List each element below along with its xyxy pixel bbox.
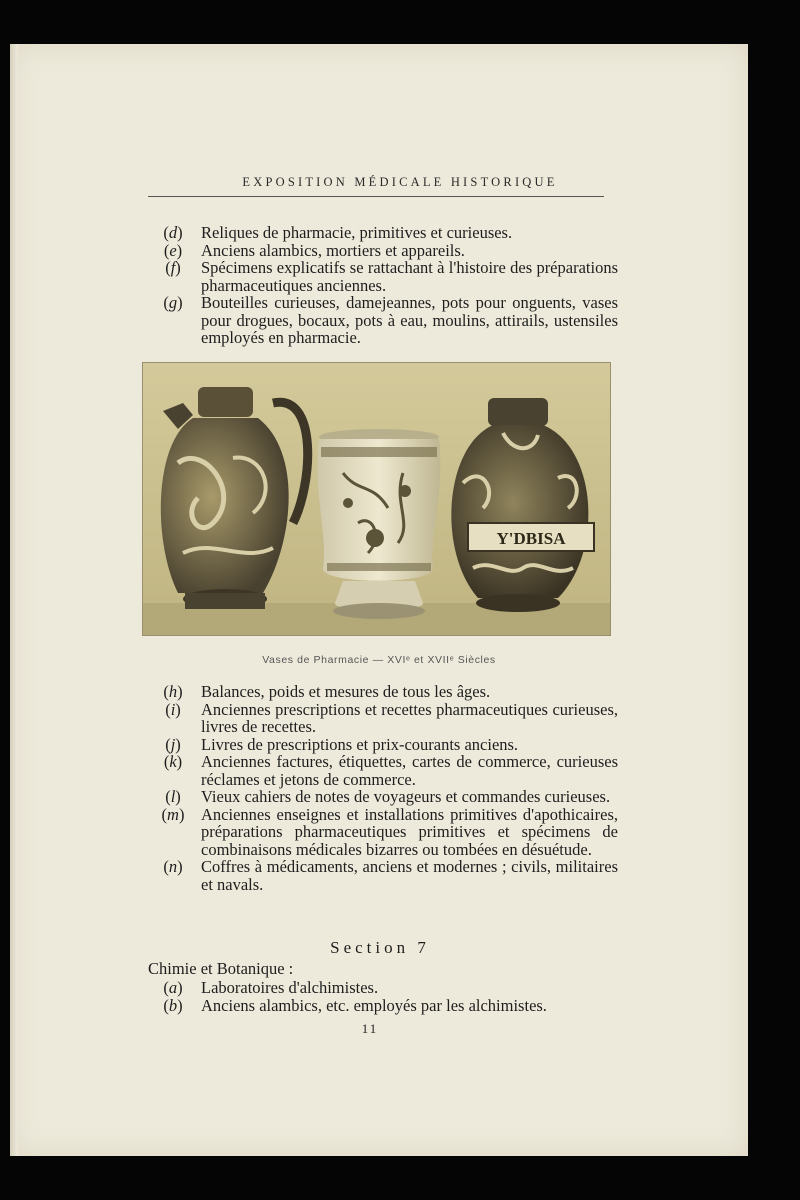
- list-item: (l) Vieux cahiers de notes de voyageurs et commandes curieuses.: [148, 788, 618, 806]
- list-middle: [148, 683, 618, 893]
- item-text: Laboratoires d'alchimistes.: [201, 978, 379, 997]
- list-item: (n) Coffres à médicaments, anciens et modernes ; civils, militaires et navals.: [163, 857, 618, 894]
- item-marker: d: [168, 223, 178, 242]
- header-rule: [148, 196, 604, 197]
- item-text: Bouteilles curieuses, damejeannes, pots pour onguents, vases pour drogues, bocaux, pots à eau, moulins, attirails, ustensiles employés en pharmacie.: [201, 293, 618, 347]
- list-item: (k) Anciennes factures, étiquettes, cartes de commerce, curieuses réclames et jetons de commerce.: [163, 752, 618, 789]
- photo-caption: Vases de Pharmacie — XVIᵉ et XVIIᵉ Siècles: [262, 654, 496, 666]
- item-text: Anciennes enseignes et installations primitives d'apothicaires, préparations pharmaceutiques primitives et spécimens de combinaisons médicales bizarres ou tombées en désuétude.: [201, 804, 618, 859]
- item-text: Vieux cahiers de notes de voyageurs et commandes curieuses.: [201, 787, 611, 806]
- list-item: (i) Anciennes prescriptions et recettes pharmaceutiques curieuses, livres de recettes.: [165, 699, 618, 736]
- list-item: (e) Anciens alambics, mortiers et appareils.: [148, 242, 618, 260]
- item-marker: g: [168, 293, 178, 312]
- item-marker: l: [170, 787, 176, 806]
- list-item: (j) Livres de prescriptions et prix-courants anciens.: [148, 736, 618, 754]
- item-text: Anciens alambics, etc. employés par les alchimistes.: [201, 995, 547, 1015]
- list-item: (d) Reliques de pharmacie, primitives et curieuses.: [148, 224, 618, 242]
- item-marker: j: [170, 734, 176, 754]
- item-text: Anciennes factures, étiquettes, cartes de commerce, curieuses réclames et jetons de commerce.: [201, 752, 618, 789]
- item-marker: n: [168, 857, 178, 876]
- item-marker: h: [168, 682, 178, 701]
- item-text: Coffres à médicaments, anciens et modernes ; civils, militaires et navals.: [201, 857, 618, 894]
- item-marker: k: [169, 752, 177, 771]
- section-heading: Section 7: [330, 938, 430, 957]
- running-header: EXPOSITION MÉDICALE HISTORIQUE: [242, 175, 558, 189]
- list-item: (a) Laboratoires d'alchimistes.: [148, 979, 618, 997]
- list-item: (f) Spécimens explicatifs se rattachant à l'histoire des préparations pharmaceutiques anciennes.: [165, 258, 618, 295]
- list-bottom: [148, 979, 618, 1014]
- item-marker: e: [169, 240, 177, 260]
- section-subheading: Chimie et Botanique :: [148, 959, 294, 978]
- item-text: Reliques de pharmacie, primitives et curieuses.: [201, 223, 513, 242]
- item-text: Balances, poids et mesures de tous les âges.: [201, 682, 491, 701]
- item-marker: f: [170, 258, 176, 277]
- item-text: Anciennes prescriptions et recettes pharmaceutiques curieuses, livres de recettes.: [201, 699, 618, 736]
- vases-illustration: [143, 363, 610, 635]
- item-marker: i: [170, 699, 176, 719]
- pharmacy-vases-photo: [142, 362, 611, 636]
- item-text: Anciens alambics, mortiers et appareils.: [201, 240, 465, 260]
- jar-label: Y'DBISA: [496, 529, 566, 548]
- item-marker: a: [168, 978, 178, 997]
- list-item: (m) Anciennes enseignes et installations primitives d'apothicaires, préparations pharmaceutiques primitives et spécimens de combinaisons médicales bizarres ou tombées en désuétude.: [161, 804, 618, 859]
- item-text: Livres de prescriptions et prix-courants anciens.: [201, 734, 519, 754]
- list-top: [148, 224, 618, 347]
- list-item: (b) Anciens alambics, etc. employés par les alchimistes.: [148, 997, 618, 1015]
- item-text: Spécimens explicatifs se rattachant à l'histoire des préparations pharmaceutiques anciennes.: [201, 258, 618, 295]
- page-number: 11: [361, 1021, 379, 1036]
- item-marker: b: [168, 995, 178, 1015]
- page-edge: [10, 44, 18, 1156]
- list-item: (g) Bouteilles curieuses, damejeannes, pots pour onguents, vases pour drogues, bocaux, pots à eau, moulins, attirails, ustensiles employés en pharmacie.: [163, 293, 618, 347]
- list-item: (h) Balances, poids et mesures de tous les âges.: [148, 683, 618, 701]
- item-marker: m: [167, 804, 179, 824]
